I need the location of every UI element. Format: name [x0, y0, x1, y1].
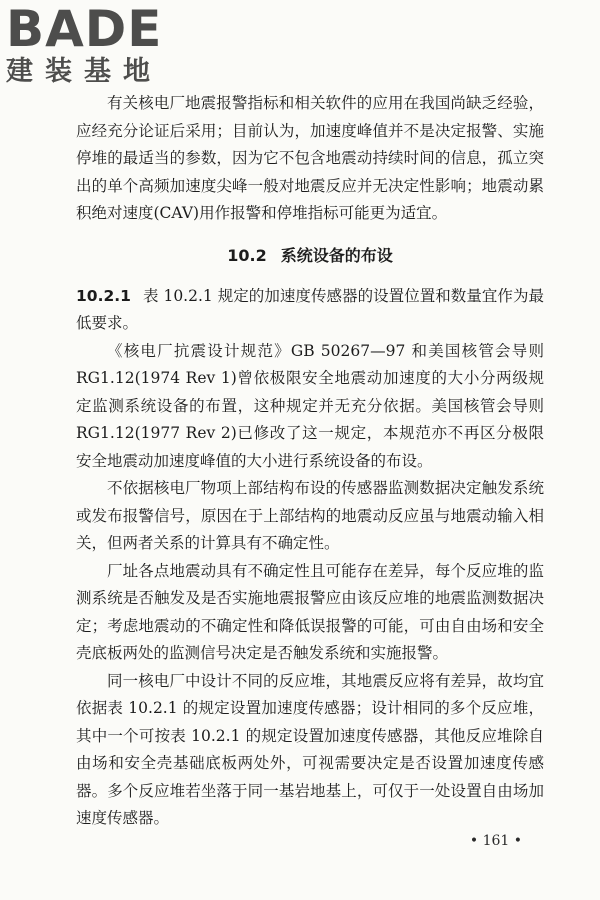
document-body — [76, 90, 544, 833]
section-number: 10.2 — [227, 245, 267, 265]
clause-paragraph — [76, 283, 544, 338]
clause-text: 表 10.2.1 规定的加速度传感器的设置位置和数量宜作为最低要求。 — [76, 286, 544, 332]
watermark-logo — [6, 2, 174, 88]
logo-subtitle: 建装基地 — [6, 56, 162, 87]
clause-number: 10.2.1 — [76, 286, 131, 305]
logo-wordmark: BADE — [6, 0, 163, 58]
intro-paragraph: 有关核电厂地震报警指标和相关软件的应用在我国尚缺乏经验，应经充分论证后采用；目前认为，加速度峰值并不是决定报警、实施停堆的最适当的参数，因为它不包含地震动持续时间的信息，孤立突出的单个高频加速度尖峰一般对地震反应并无决定性影响；地震动累积绝对速度(CAV)用作报警和停堆指标可能更为适宜。 — [76, 94, 544, 222]
section-heading — [76, 242, 544, 270]
body-paragraph: 同一核电厂中设计不同的反应堆，其地震反应将有差异，故均宜依据表 10.2.1 的规定设置加速度传感器；设计相同的多个反应堆，其中一个可按表 10.2.1 的规定设置加速度传感器，其他反应堆除自由场和安全壳基础底板两处外，可视需要决定是否设置加速度传感器。多个反应堆若坐落于同一基岩地基上，可仅于一处设置自由场加速度传感器。 — [76, 671, 544, 827]
body-paragraph: 不依据核电厂物项上部结构布设的传感器监测数据决定触发系统或发布报警信号，原因在于上部结构的地震动反应虽与地震动输入相关，但两者关系的计算具有不确定性。 — [76, 479, 544, 552]
section-title: 系统设备的布设 — [280, 245, 393, 265]
body-paragraph: 厂址各点地震动具有不确定性且可能存在差异，每个反应堆的监测系统是否触发及是否实施地震报警应由该反应堆的地震监测数据决定；考虑地震动的不确定性和降低误报警的可能，可由自由场和安全壳底板两处的监测信号决定是否触发系统和实施报警。 — [76, 561, 544, 662]
body-paragraph: 《核电厂抗震设计规范》GB 50267—97 和美国核管会导则 RG1.12(1974 Rev 1)曾依极限安全地震动加速度的大小分两级规定监测系统设备的布置，这种规定并无充分依据。美国核管会导则 RG1.12(1977 Rev 2)已修改了这一规定，本规范亦不再区分极限安全地震动加速度峰值的大小进行系统设备的布设。 — [76, 341, 544, 470]
page-number: • 161 • — [469, 833, 522, 849]
